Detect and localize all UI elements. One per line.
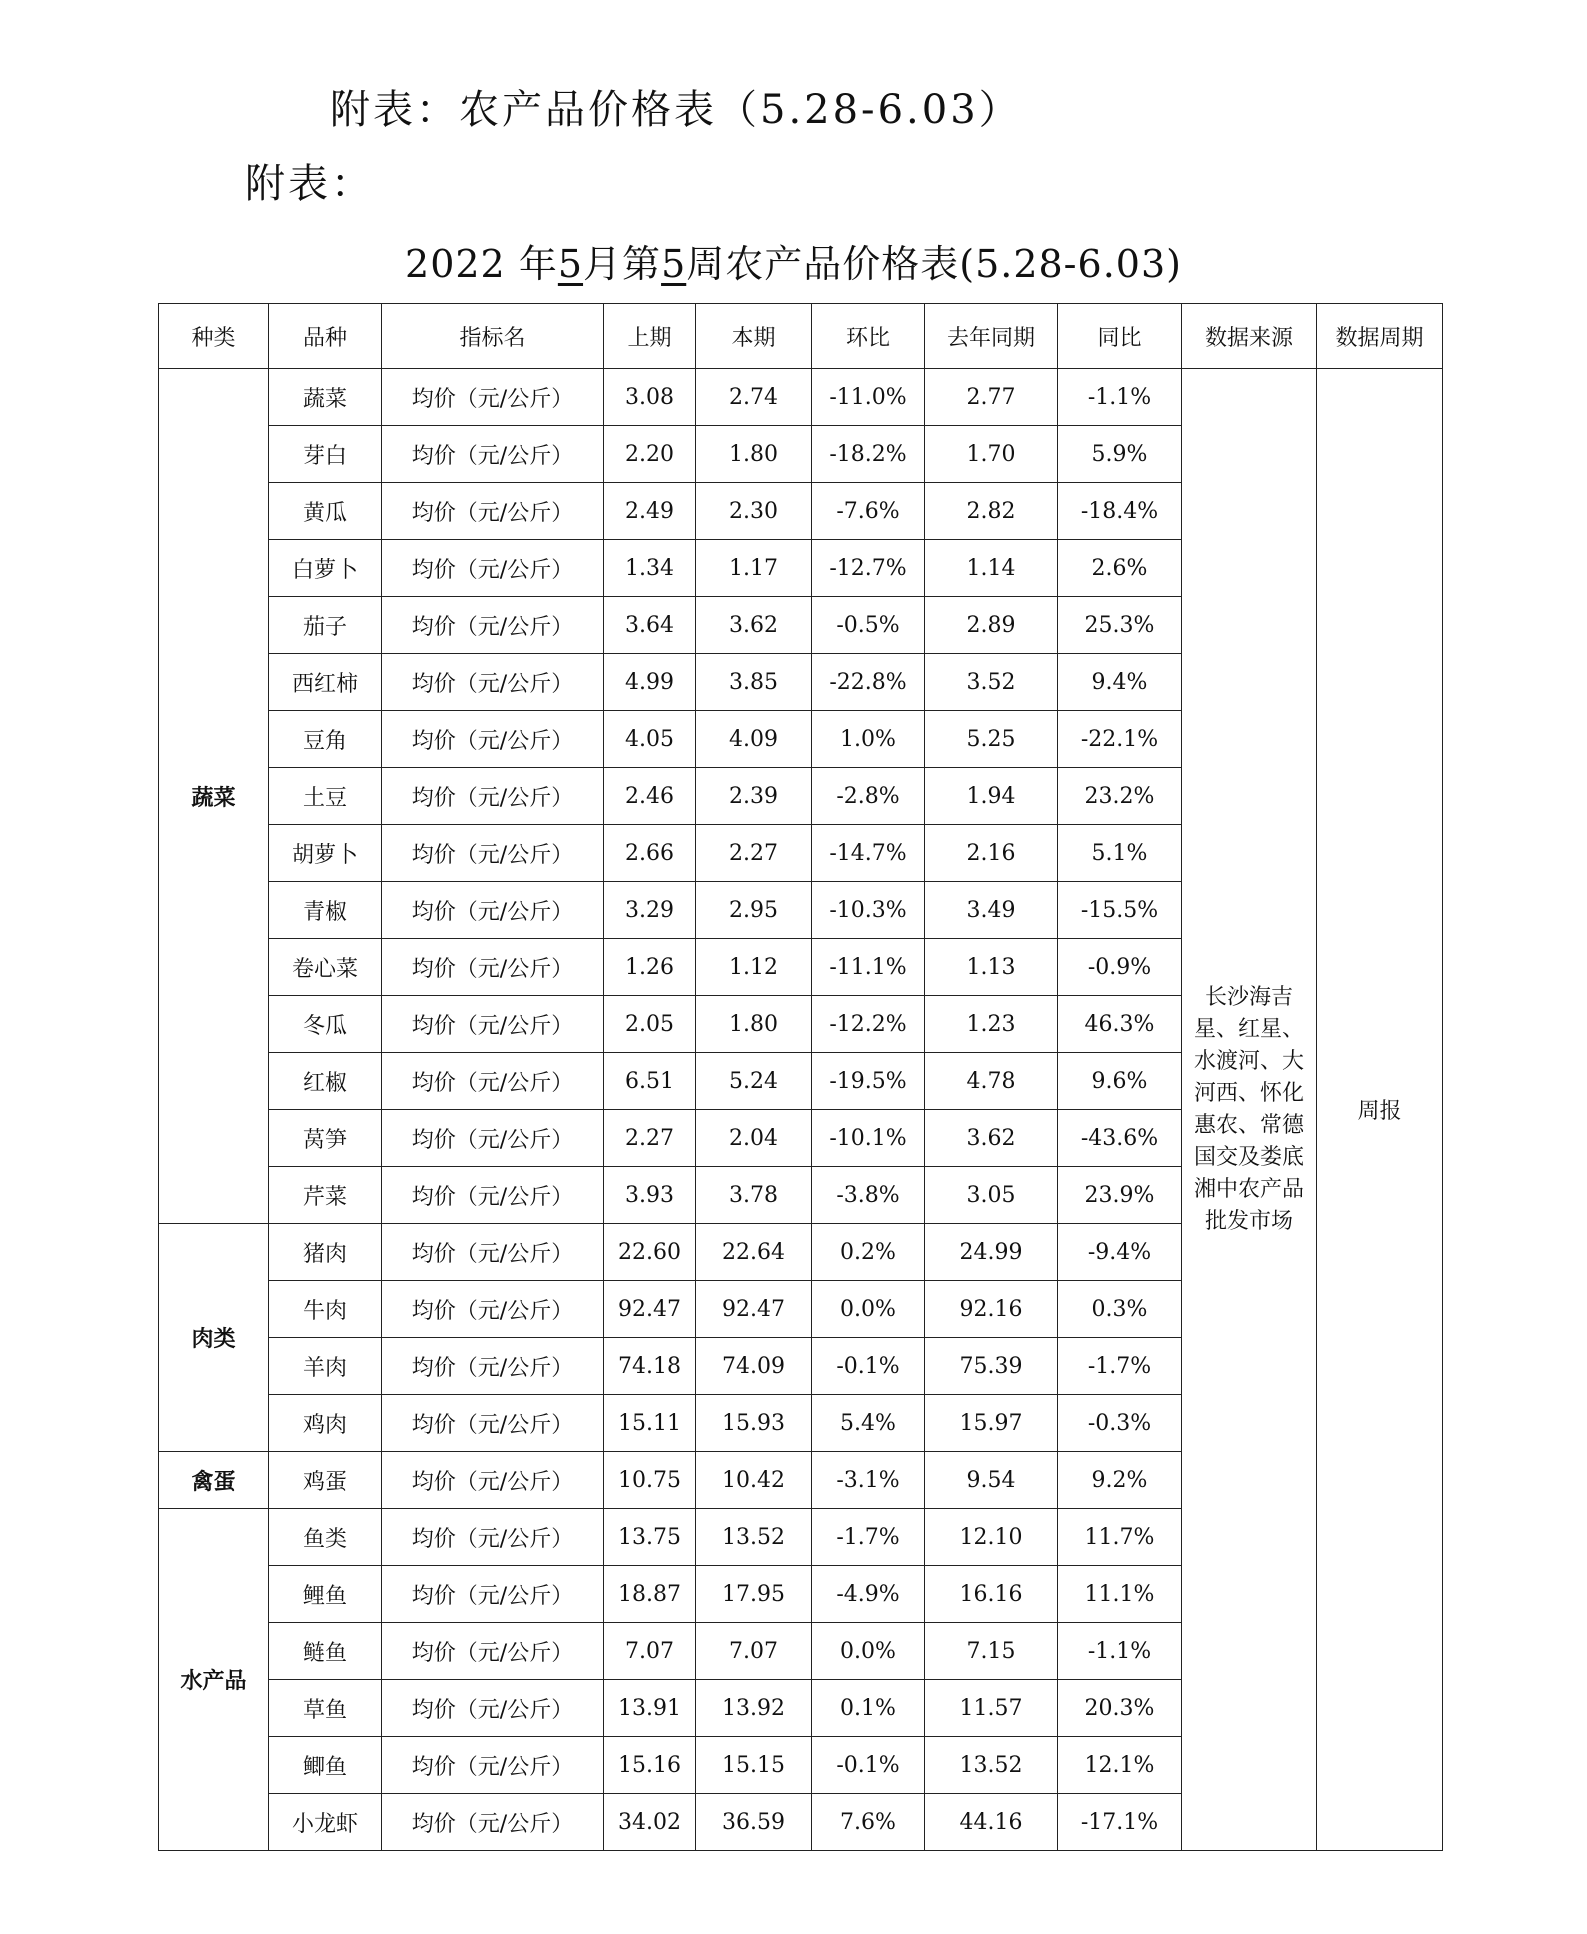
previous-value: 7.07 — [604, 1623, 696, 1680]
variety-cell: 红椒 — [269, 1053, 382, 1110]
variety-cell: 白萝卜 — [269, 540, 382, 597]
last-year-value: 7.15 — [925, 1623, 1058, 1680]
variety-cell: 猪肉 — [269, 1224, 382, 1281]
last-year-value: 24.99 — [925, 1224, 1058, 1281]
last-year-value: 1.13 — [925, 939, 1058, 996]
current-value: 13.52 — [696, 1509, 812, 1566]
last-year-value: 16.16 — [925, 1566, 1058, 1623]
variety-cell: 西红柿 — [269, 654, 382, 711]
last-year-value: 4.78 — [925, 1053, 1058, 1110]
indicator-cell: 均价（元/公斤） — [382, 1623, 604, 1680]
header-period: 数据周期 — [1317, 304, 1443, 369]
current-value: 2.95 — [696, 882, 812, 939]
header-variety: 品种 — [269, 304, 382, 369]
mom-change: -0.5% — [812, 597, 925, 654]
last-year-value: 5.25 — [925, 711, 1058, 768]
previous-value: 22.60 — [604, 1224, 696, 1281]
current-value: 17.95 — [696, 1566, 812, 1623]
current-value: 74.09 — [696, 1338, 812, 1395]
variety-cell: 牛肉 — [269, 1281, 382, 1338]
previous-value: 2.27 — [604, 1110, 696, 1167]
last-year-value: 44.16 — [925, 1794, 1058, 1851]
variety-cell: 鱼类 — [269, 1509, 382, 1566]
variety-cell: 胡萝卜 — [269, 825, 382, 882]
previous-value: 2.46 — [604, 768, 696, 825]
yoy-change: 23.9% — [1058, 1167, 1182, 1224]
yoy-change: -1.7% — [1058, 1338, 1182, 1395]
yoy-change: 46.3% — [1058, 996, 1182, 1053]
variety-cell: 莴笋 — [269, 1110, 382, 1167]
title-year-suffix: 年 — [518, 242, 558, 286]
last-year-value: 2.77 — [925, 369, 1058, 426]
last-year-value: 3.62 — [925, 1110, 1058, 1167]
yoy-change: 0.3% — [1058, 1281, 1182, 1338]
yoy-change: -22.1% — [1058, 711, 1182, 768]
mom-change: 0.1% — [812, 1680, 925, 1737]
category-cell: 肉类 — [159, 1224, 269, 1452]
header-current: 本期 — [696, 304, 812, 369]
current-value: 36.59 — [696, 1794, 812, 1851]
yoy-change: 9.6% — [1058, 1053, 1182, 1110]
previous-value: 10.75 — [604, 1452, 696, 1509]
last-year-value: 13.52 — [925, 1737, 1058, 1794]
mom-change: -7.6% — [812, 483, 925, 540]
current-value: 3.78 — [696, 1167, 812, 1224]
last-year-value: 12.10 — [925, 1509, 1058, 1566]
mom-change: 0.0% — [812, 1623, 925, 1680]
variety-cell: 蔬菜 — [269, 369, 382, 426]
previous-value: 2.05 — [604, 996, 696, 1053]
header-previous: 上期 — [604, 304, 696, 369]
indicator-cell: 均价（元/公斤） — [382, 1224, 604, 1281]
mom-change: -10.3% — [812, 882, 925, 939]
indicator-cell: 均价（元/公斤） — [382, 1566, 604, 1623]
previous-value: 13.91 — [604, 1680, 696, 1737]
variety-cell: 芹菜 — [269, 1167, 382, 1224]
data-period-cell: 周报 — [1317, 369, 1443, 1851]
mom-change: 1.0% — [812, 711, 925, 768]
indicator-cell: 均价（元/公斤） — [382, 1737, 604, 1794]
last-year-value: 2.89 — [925, 597, 1058, 654]
variety-cell: 茄子 — [269, 597, 382, 654]
mom-change: -3.8% — [812, 1167, 925, 1224]
indicator-cell: 均价（元/公斤） — [382, 711, 604, 768]
table-row — [159, 369, 1443, 426]
current-value: 1.80 — [696, 426, 812, 483]
current-value: 2.39 — [696, 768, 812, 825]
variety-cell: 冬瓜 — [269, 996, 382, 1053]
variety-cell: 鲢鱼 — [269, 1623, 382, 1680]
current-value: 3.62 — [696, 597, 812, 654]
current-value: 7.07 — [696, 1623, 812, 1680]
current-value: 4.09 — [696, 711, 812, 768]
current-value: 92.47 — [696, 1281, 812, 1338]
title-month: 5 — [557, 242, 584, 286]
previous-value: 74.18 — [604, 1338, 696, 1395]
mom-change: -10.1% — [812, 1110, 925, 1167]
yoy-change: 5.9% — [1058, 426, 1182, 483]
previous-value: 1.26 — [604, 939, 696, 996]
yoy-change: -17.1% — [1058, 1794, 1182, 1851]
previous-value: 2.49 — [604, 483, 696, 540]
variety-cell: 黄瓜 — [269, 483, 382, 540]
current-value: 13.92 — [696, 1680, 812, 1737]
attachment-heading: 附表：农产品价格表（5.28-6.03） — [330, 87, 1022, 133]
yoy-change: 11.1% — [1058, 1566, 1182, 1623]
previous-value: 34.02 — [604, 1794, 696, 1851]
indicator-cell: 均价（元/公斤） — [382, 597, 604, 654]
previous-value: 18.87 — [604, 1566, 696, 1623]
yoy-change: 20.3% — [1058, 1680, 1182, 1737]
yoy-change: -0.3% — [1058, 1395, 1182, 1452]
indicator-cell: 均价（元/公斤） — [382, 483, 604, 540]
attachment-label: 附表： — [245, 161, 374, 207]
variety-cell: 豆角 — [269, 711, 382, 768]
yoy-change: -1.1% — [1058, 1623, 1182, 1680]
title-rest: 周农产品价格表(5.28-6.03) — [686, 242, 1182, 286]
yoy-change: -15.5% — [1058, 882, 1182, 939]
indicator-cell: 均价（元/公斤） — [382, 540, 604, 597]
indicator-cell: 均价（元/公斤） — [382, 1053, 604, 1110]
last-year-value: 11.57 — [925, 1680, 1058, 1737]
header-last-year: 去年同期 — [925, 304, 1058, 369]
previous-value: 3.08 — [604, 369, 696, 426]
header-row — [159, 304, 1443, 369]
current-value: 5.24 — [696, 1053, 812, 1110]
last-year-value: 1.70 — [925, 426, 1058, 483]
mom-change: -12.2% — [812, 996, 925, 1053]
previous-value: 3.93 — [604, 1167, 696, 1224]
mom-change: -0.1% — [812, 1338, 925, 1395]
yoy-change: 25.3% — [1058, 597, 1182, 654]
mom-change: -2.8% — [812, 768, 925, 825]
indicator-cell: 均价（元/公斤） — [382, 939, 604, 996]
yoy-change: 23.2% — [1058, 768, 1182, 825]
category-cell: 水产品 — [159, 1509, 269, 1851]
previous-value: 3.29 — [604, 882, 696, 939]
mom-change: -11.1% — [812, 939, 925, 996]
last-year-value: 3.49 — [925, 882, 1058, 939]
current-value: 3.85 — [696, 654, 812, 711]
last-year-value: 92.16 — [925, 1281, 1058, 1338]
title-week: 5 — [661, 242, 687, 286]
previous-value: 13.75 — [604, 1509, 696, 1566]
mom-change: -3.1% — [812, 1452, 925, 1509]
header-mom: 环比 — [812, 304, 925, 369]
indicator-cell: 均价（元/公斤） — [382, 1395, 604, 1452]
indicator-cell: 均价（元/公斤） — [382, 1509, 604, 1566]
last-year-value: 1.14 — [925, 540, 1058, 597]
variety-cell: 卷心菜 — [269, 939, 382, 996]
mom-change: 0.2% — [812, 1224, 925, 1281]
mom-change: -18.2% — [812, 426, 925, 483]
previous-value: 4.99 — [604, 654, 696, 711]
category-cell: 蔬菜 — [159, 369, 269, 1224]
yoy-change: 9.2% — [1058, 1452, 1182, 1509]
last-year-value: 1.23 — [925, 996, 1058, 1053]
indicator-cell: 均价（元/公斤） — [382, 369, 604, 426]
indicator-cell: 均价（元/公斤） — [382, 1794, 604, 1851]
mom-change: 0.0% — [812, 1281, 925, 1338]
mom-change: -1.7% — [812, 1509, 925, 1566]
yoy-change: -9.4% — [1058, 1224, 1182, 1281]
yoy-change: 9.4% — [1058, 654, 1182, 711]
indicator-cell: 均价（元/公斤） — [382, 1452, 604, 1509]
mom-change: -14.7% — [812, 825, 925, 882]
current-value: 1.12 — [696, 939, 812, 996]
indicator-cell: 均价（元/公斤） — [382, 768, 604, 825]
previous-value: 1.34 — [604, 540, 696, 597]
indicator-cell: 均价（元/公斤） — [382, 1338, 604, 1395]
variety-cell: 鲤鱼 — [269, 1566, 382, 1623]
variety-cell: 鸡蛋 — [269, 1452, 382, 1509]
current-value: 22.64 — [696, 1224, 812, 1281]
current-value: 1.17 — [696, 540, 812, 597]
current-value: 2.27 — [696, 825, 812, 882]
indicator-cell: 均价（元/公斤） — [382, 426, 604, 483]
last-year-value: 2.16 — [925, 825, 1058, 882]
current-value: 10.42 — [696, 1452, 812, 1509]
indicator-cell: 均价（元/公斤） — [382, 996, 604, 1053]
variety-cell: 鲫鱼 — [269, 1737, 382, 1794]
yoy-change: 12.1% — [1058, 1737, 1182, 1794]
title-month-suffix: 月第 — [583, 242, 662, 286]
header-yoy: 同比 — [1058, 304, 1182, 369]
indicator-cell: 均价（元/公斤） — [382, 1167, 604, 1224]
current-value: 2.30 — [696, 483, 812, 540]
mom-change: -12.7% — [812, 540, 925, 597]
current-value: 15.15 — [696, 1737, 812, 1794]
variety-cell: 草鱼 — [269, 1680, 382, 1737]
mom-change: -4.9% — [812, 1566, 925, 1623]
current-value: 2.74 — [696, 369, 812, 426]
indicator-cell: 均价（元/公斤） — [382, 1281, 604, 1338]
previous-value: 4.05 — [604, 711, 696, 768]
last-year-value: 9.54 — [925, 1452, 1058, 1509]
table-body — [159, 369, 1443, 1851]
indicator-cell: 均价（元/公斤） — [382, 825, 604, 882]
previous-value: 6.51 — [604, 1053, 696, 1110]
previous-value: 2.20 — [604, 426, 696, 483]
yoy-change: 5.1% — [1058, 825, 1182, 882]
title-year: 2022 — [405, 242, 506, 286]
last-year-value: 3.05 — [925, 1167, 1058, 1224]
previous-value: 92.47 — [604, 1281, 696, 1338]
header-source: 数据来源 — [1182, 304, 1317, 369]
yoy-change: -18.4% — [1058, 483, 1182, 540]
last-year-value: 1.94 — [925, 768, 1058, 825]
mom-change: -19.5% — [812, 1053, 925, 1110]
variety-cell: 土豆 — [269, 768, 382, 825]
previous-value: 2.66 — [604, 825, 696, 882]
current-value: 1.80 — [696, 996, 812, 1053]
header-category: 种类 — [159, 304, 269, 369]
table-title — [0, 233, 1587, 288]
yoy-change: -43.6% — [1058, 1110, 1182, 1167]
last-year-value: 75.39 — [925, 1338, 1058, 1395]
last-year-value: 15.97 — [925, 1395, 1058, 1452]
previous-value: 15.16 — [604, 1737, 696, 1794]
indicator-cell: 均价（元/公斤） — [382, 654, 604, 711]
previous-value: 3.64 — [604, 597, 696, 654]
mom-change: -11.0% — [812, 369, 925, 426]
indicator-cell: 均价（元/公斤） — [382, 1680, 604, 1737]
variety-cell: 芽白 — [269, 426, 382, 483]
current-value: 2.04 — [696, 1110, 812, 1167]
mom-change: -0.1% — [812, 1737, 925, 1794]
variety-cell: 鸡肉 — [269, 1395, 382, 1452]
data-source-cell: 长沙海吉星、红星、水渡河、大河西、怀化惠农、常德国交及娄底湘中农产品批发市场 — [1182, 369, 1317, 1851]
variety-cell: 羊肉 — [269, 1338, 382, 1395]
mom-change: -22.8% — [812, 654, 925, 711]
yoy-change: -1.1% — [1058, 369, 1182, 426]
current-value: 15.93 — [696, 1395, 812, 1452]
yoy-change: 11.7% — [1058, 1509, 1182, 1566]
previous-value: 15.11 — [604, 1395, 696, 1452]
mom-change: 7.6% — [812, 1794, 925, 1851]
indicator-cell: 均价（元/公斤） — [382, 1110, 604, 1167]
variety-cell: 小龙虾 — [269, 1794, 382, 1851]
mom-change: 5.4% — [812, 1395, 925, 1452]
header-indicator: 指标名 — [382, 304, 604, 369]
yoy-change: 2.6% — [1058, 540, 1182, 597]
yoy-change: -0.9% — [1058, 939, 1182, 996]
category-cell: 禽蛋 — [159, 1452, 269, 1509]
last-year-value: 2.82 — [925, 483, 1058, 540]
variety-cell: 青椒 — [269, 882, 382, 939]
last-year-value: 3.52 — [925, 654, 1058, 711]
indicator-cell: 均价（元/公斤） — [382, 882, 604, 939]
price-table — [158, 303, 1443, 1851]
